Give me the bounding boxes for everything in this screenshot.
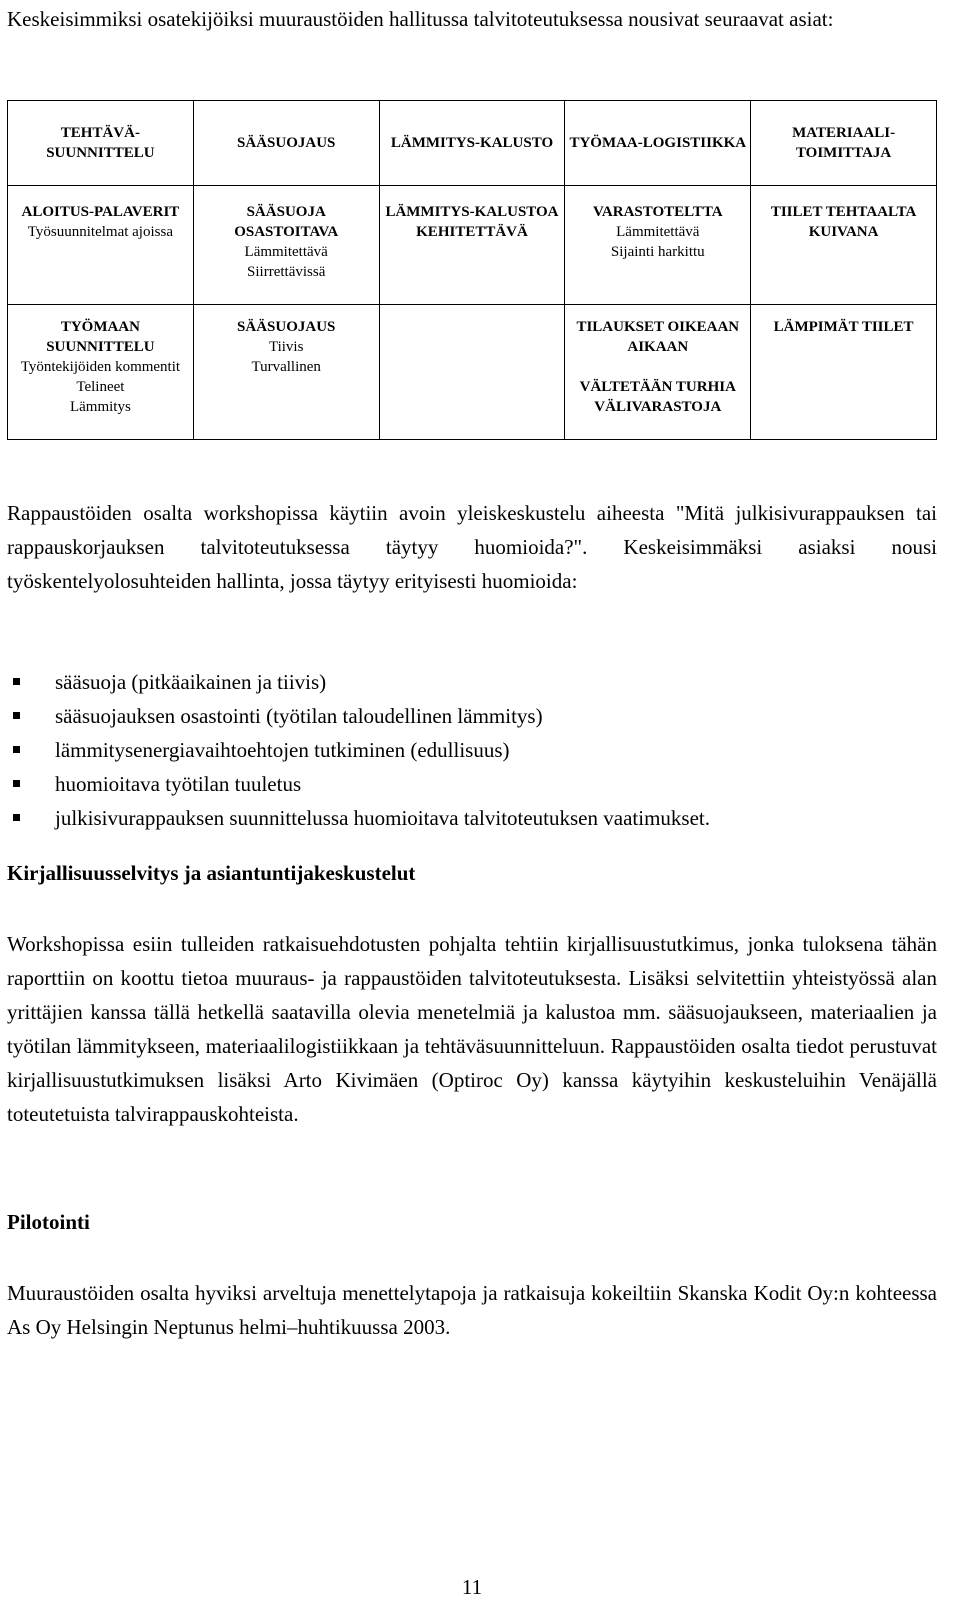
paragraph-pilot: Muuraustöiden osalta hyviksi arveltuja menettelytapoja ja ratkaisuja kokeiltiin Skanska Kodit Oy:n kohteessa As Oy Helsingin Neptunus helmi–huhtikuussa 2003. xyxy=(7,1281,937,1339)
square-bullet-icon xyxy=(13,780,20,787)
header-cell-site-logistics: TYÖMAA-LOGISTIIKKA xyxy=(565,101,751,186)
list-item: sääsuojauksen osastointi (työtilan taloudellinen lämmitys) xyxy=(7,699,937,733)
bullet-list xyxy=(7,665,937,835)
table-cell: SÄÄSUOJAUS Tiivis Turvallinen xyxy=(193,305,379,440)
table-cell: SÄÄSUOJA OSASTOITAVA Lämmitettävä Siirrettävissä xyxy=(193,186,379,305)
section-heading-pilot: Pilotointi xyxy=(7,1210,90,1234)
table-cell-empty xyxy=(379,305,565,440)
table-row xyxy=(8,305,937,440)
square-bullet-icon xyxy=(13,814,20,821)
table-cell: LÄMMITYS-KALUSTOA KEHITETTÄVÄ xyxy=(379,186,565,305)
square-bullet-icon xyxy=(13,678,20,685)
table-row xyxy=(8,186,937,305)
header-cell-heating-equipment: LÄMMITYS-KALUSTO xyxy=(379,101,565,186)
paragraph-literature: Workshopissa esiin tulleiden ratkaisuehdotusten pohjalta tehtiin kirjallisuustutkimus, jonka tuloksena tähän raporttiin on koottu tietoa muuraus- ja rappaustöiden talvitoteutuksesta. Lisäksi selvitettiin yhteistyössä alan yrittäjien kanssa tällä hetkellä saatavilla olevia menetelmiä ja kalustoa mm. sääsuojaukseen, materiaalien ja työtilan lämmitykseen, materiaalilogistiikkaan ja tehtäväsuunnitteluun. Rappaustöiden osalta tiedot perustuvat kirjallisuustutkimuksen lisäksi Arto Kivimäen (Optiroc Oy) kanssa käytyihin keskusteluihin Venäjällä toteutetuista talvirappauskohteista. xyxy=(7,932,937,1126)
intro-text: Keskeisimmiksi osatekijöiksi muuraustöiden hallitussa talvitoteutuksessa nousivat seuraavat asiat: xyxy=(7,7,834,31)
square-bullet-icon xyxy=(13,712,20,719)
section-heading-literature: Kirjallisuusselvitys ja asiantuntijakeskustelut xyxy=(7,861,416,885)
paragraph-plastering: Rappaustöiden osalta workshopissa käytiin avoin yleiskeskustelu aiheesta "Mitä julkisivurappauksen tai rappauskorjauksen talvitoteutuksessa täytyy huomioida?". Keskeisimmäksi asiaksi nousi työskentelyolosuhteiden hallinta, jossa täytyy erityisesti huomioida: xyxy=(7,501,937,593)
square-bullet-icon xyxy=(13,746,20,753)
table-cell: TYÖMAAN SUUNNITTELU Työntekijöiden kommentit Telineet Lämmitys xyxy=(8,305,194,440)
header-cell-weather-protection: SÄÄSUOJAUS xyxy=(193,101,379,186)
winter-masonry-factors-table xyxy=(7,100,937,440)
list-item: huomioitava työtilan tuuletus xyxy=(7,767,937,801)
table-cell: TILAUKSET OIKEAAN AIKAAN VÄLTETÄÄN TURHIA VÄLIVARASTOJA xyxy=(565,305,751,440)
list-item: lämmitysenergiavaihtoehtojen tutkiminen (edullisuus) xyxy=(7,733,937,767)
table-cell: ALOITUS-PALAVERIT Työsuunnitelmat ajoissa xyxy=(8,186,194,305)
table-header-row xyxy=(8,101,937,186)
page-number: 11 xyxy=(461,1575,483,1599)
list-item: julkisivurappauksen suunnittelussa huomioitava talvitoteutuksen vaatimukset. xyxy=(7,801,937,835)
header-cell-task-planning: TEHTÄVÄ-SUUNNITTELU xyxy=(8,101,194,186)
table-cell: TIILET TEHTAALTA KUIVANA xyxy=(751,186,937,305)
table-cell: LÄMPIMÄT TIILET xyxy=(751,305,937,440)
header-cell-material-supplier: MATERIAALI-TOIMITTAJA xyxy=(751,101,937,186)
table-cell: VARASTOTELTTA Lämmitettävä Sijainti harkittu xyxy=(565,186,751,305)
list-item: sääsuoja (pitkäaikainen ja tiivis) xyxy=(7,665,937,699)
